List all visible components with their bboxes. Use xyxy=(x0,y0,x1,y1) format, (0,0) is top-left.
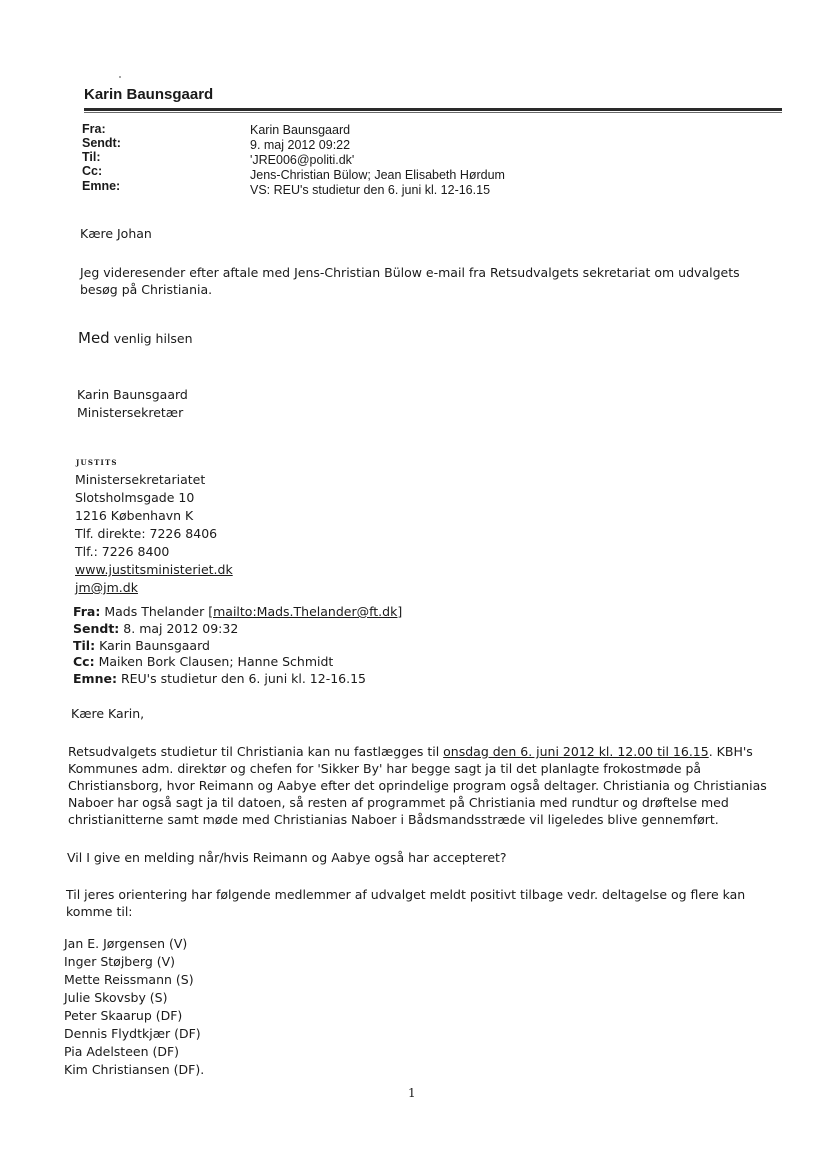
signature-dept: Ministersekretariatet xyxy=(75,472,206,487)
sent-label: Sendt: xyxy=(82,136,121,150)
scan-speck xyxy=(119,76,121,78)
list-item: Julie Skovsby (S) xyxy=(64,990,168,1005)
list-item: Mette Reissmann (S) xyxy=(64,972,194,987)
cc-label: Cc: xyxy=(82,164,103,178)
closing xyxy=(78,330,193,347)
from-label: Fra: xyxy=(82,122,106,136)
to-label: Til: xyxy=(82,150,101,164)
signature-name: Karin Baunsgaard xyxy=(77,387,188,402)
sender-name-heading: Karin Baunsgaard xyxy=(84,86,214,103)
closing-rest: venlig hilsen xyxy=(113,331,193,346)
fwd-to-label: Til: xyxy=(73,638,96,653)
fwd-subject-label: Emne: xyxy=(73,671,117,686)
signature-phone: Tlf.: 7226 8400 xyxy=(75,544,170,559)
fwd-sent-label: Sendt: xyxy=(73,621,120,636)
list-item: Jan E. Jørgensen (V) xyxy=(64,936,188,951)
fwd-from-row xyxy=(73,603,402,620)
signature-title: Ministersekretær xyxy=(77,405,184,420)
header-rule xyxy=(84,108,782,111)
list-item: Inger Støjberg (V) xyxy=(64,954,176,969)
fwd-cc-row xyxy=(73,653,333,670)
sent-value: 9. maj 2012 09:22 xyxy=(250,138,351,152)
cc-value: Jens-Christian Bülow; Jean Elisabeth Hørdum xyxy=(250,168,505,182)
fwd-from-label: Fra: xyxy=(73,604,101,619)
list-item: Pia Adelsteen (DF) xyxy=(64,1044,180,1059)
header-rule-thin xyxy=(84,112,782,113)
fwd-sent-value: 8. maj 2012 09:32 xyxy=(123,621,239,636)
signature-city: 1216 København K xyxy=(75,508,194,523)
fwd-paragraph-1 xyxy=(68,743,780,828)
greeting: Kære Johan xyxy=(80,226,152,241)
website-link[interactable]: www.justitsministeriet.dk xyxy=(75,562,233,577)
closing-big-word: Med xyxy=(78,329,110,347)
from-value: Karin Baunsgaard xyxy=(250,123,351,137)
signature-phone-direct: Tlf. direkte: 7226 8406 xyxy=(75,526,218,541)
fwd-to-row xyxy=(73,637,210,654)
fwd-p1-start: Retsudvalgets studietur til Christiania kan nu fastlægges til xyxy=(68,744,444,759)
list-item: Kim Christiansen (DF). xyxy=(64,1062,205,1077)
fwd-cc-label: Cc: xyxy=(73,654,95,669)
ministry-logo-text: JUSTITS xyxy=(76,458,118,467)
signature-street: Slotsholmsgade 10 xyxy=(75,490,195,505)
fwd-cc-value: Maiken Bork Clausen; Hanne Schmidt xyxy=(98,654,334,669)
list-item: Peter Skaarup (DF) xyxy=(64,1008,183,1023)
message-body: Jeg videresender efter aftale med Jens-Christian Bülow e-mail fra Retsudvalgets sekretariat om udvalgets besøg på Christiania. xyxy=(80,265,740,297)
fwd-from-value: Mads Thelander xyxy=(104,604,205,619)
fwd-greeting: Kære Karin, xyxy=(71,706,145,721)
fwd-paragraph-2: Vil I give en melding når/hvis Reimann og Aabye også har accepteret? xyxy=(67,850,507,865)
fwd-p1-date: onsdag den 6. juni 2012 kl. 12.00 til 16.15 xyxy=(443,744,709,759)
subject-value: VS: REU's studietur den 6. juni kl. 12-16.15 xyxy=(250,183,491,197)
fwd-subject-value: REU's studietur den 6. juni kl. 12-16.15 xyxy=(120,671,367,686)
subject-label: Emne: xyxy=(82,179,121,193)
fwd-subject-row xyxy=(73,670,366,687)
fwd-sent-row xyxy=(73,620,238,637)
email-link[interactable]: jm@jm.dk xyxy=(75,580,138,595)
fwd-p1-end: . KBH's Kommunes adm. direktør og chefen for 'Sikker By' har begge sagt ja til det planlagte frokostmøde på Christiansborg, hvor Reimann og Aabye efter det oprindelige program også deltager. Christiania og Christianias Naboer har også sagt ja til datoen, så resten af programmet på Christiania med rundtur og drøftelse med christianitterne samt møde med Christianias Naboer i Bådsmandsstræde vil ligeledes blive gennemført. xyxy=(68,744,767,827)
fwd-mailto-link[interactable]: [mailto:Mads.Thelander@ft.dk] xyxy=(208,604,403,619)
list-item: Dennis Flydtkjær (DF) xyxy=(64,1026,201,1041)
fwd-to-value: Karin Baunsgaard xyxy=(99,638,210,653)
page-number: 1 xyxy=(408,1086,416,1100)
to-value: 'JRE006@politi.dk' xyxy=(250,153,355,167)
fwd-paragraph-3: Til jeres orientering har følgende medlemmer af udvalget meldt positivt tilbage vedr. deltagelse og flere kan komme til: xyxy=(66,887,746,919)
